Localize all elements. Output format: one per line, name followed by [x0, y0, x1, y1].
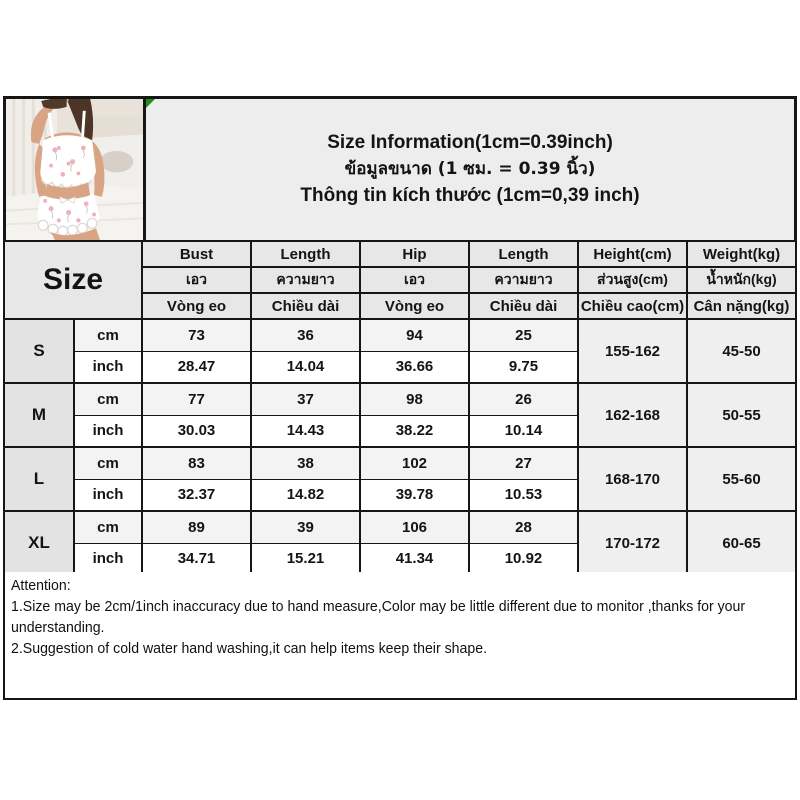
- value-cell: 26: [469, 383, 578, 415]
- unit-cell: inch: [74, 351, 142, 383]
- header-row-english: [4, 241, 796, 267]
- value-cell: 27: [469, 447, 578, 479]
- value-cell: 28: [469, 511, 578, 543]
- value-cell: 39: [251, 511, 360, 543]
- title-english: Size Information(1cm=0.39inch): [327, 132, 613, 153]
- attention-note-1: 1.Size may be 2cm/1inch inaccuracy due to hand measure,Color may be little different due to monitor ,thanks for your understanding.: [11, 598, 746, 636]
- row-xl-cm: [4, 511, 796, 543]
- unit-cell: inch: [74, 543, 142, 575]
- col-header-length-bottom-vi: Chiều dài: [469, 293, 578, 319]
- col-header-weight-vi: Cân nặng(kg): [687, 293, 796, 319]
- col-header-hip: Hip: [360, 241, 469, 267]
- value-cell: 14.43: [251, 415, 360, 447]
- attention-box: [3, 572, 797, 700]
- row-s-cm: [4, 319, 796, 351]
- value-cell: 10.92: [469, 543, 578, 575]
- value-cell: 14.04: [251, 351, 360, 383]
- value-cell: 41.34: [360, 543, 469, 575]
- size-header-cell: Size: [4, 241, 142, 319]
- green-corner-marker: [146, 99, 155, 108]
- unit-cell: inch: [74, 479, 142, 511]
- value-cell: 14.82: [251, 479, 360, 511]
- col-header-weight: Weight(kg): [687, 241, 796, 267]
- weight-range-l: 55-60: [687, 447, 796, 511]
- title-thai: ข้อมูลขนาด (1 ซม. = 0.39 นิ้ว): [344, 159, 596, 179]
- value-cell: 15.21: [251, 543, 360, 575]
- value-cell: 32.37: [142, 479, 251, 511]
- weight-range-xl: 60-65: [687, 511, 796, 575]
- value-cell: 9.75: [469, 351, 578, 383]
- attention-heading: Attention:: [11, 577, 71, 594]
- value-cell: 77: [142, 383, 251, 415]
- col-header-weight-th: น้ำหนัก(kg): [687, 267, 796, 293]
- col-header-height-vi: Chiều cao(cm): [578, 293, 687, 319]
- row-l-cm: [4, 447, 796, 479]
- col-header-length-top: Length: [251, 241, 360, 267]
- height-range-m: 162-168: [578, 383, 687, 447]
- value-cell: 38.22: [360, 415, 469, 447]
- size-table: [3, 240, 797, 576]
- unit-cell: cm: [74, 383, 142, 415]
- unit-cell: cm: [74, 319, 142, 351]
- size-label-l: L: [4, 447, 74, 511]
- value-cell: 98: [360, 383, 469, 415]
- value-cell: 102: [360, 447, 469, 479]
- value-cell: 34.71: [142, 543, 251, 575]
- value-cell: 10.53: [469, 479, 578, 511]
- unit-cell: cm: [74, 447, 142, 479]
- col-header-length-top-vi: Chiều dài: [251, 293, 360, 319]
- value-cell: 30.03: [142, 415, 251, 447]
- value-cell: 89: [142, 511, 251, 543]
- product-photo: [6, 99, 146, 240]
- value-cell: 94: [360, 319, 469, 351]
- col-header-bust-th: เอว: [142, 267, 251, 293]
- value-cell: 25: [469, 319, 578, 351]
- size-label-s: S: [4, 319, 74, 383]
- height-range-l: 168-170: [578, 447, 687, 511]
- value-cell: 36: [251, 319, 360, 351]
- row-m-cm: [4, 383, 796, 415]
- col-header-length-bottom-th: ความยาว: [469, 267, 578, 293]
- weight-range-s: 45-50: [687, 319, 796, 383]
- col-header-bust: Bust: [142, 241, 251, 267]
- col-header-length-bottom: Length: [469, 241, 578, 267]
- value-cell: 83: [142, 447, 251, 479]
- value-cell: 39.78: [360, 479, 469, 511]
- value-cell: 37: [251, 383, 360, 415]
- unit-cell: inch: [74, 415, 142, 447]
- value-cell: 38: [251, 447, 360, 479]
- unit-cell: cm: [74, 511, 142, 543]
- height-range-xl: 170-172: [578, 511, 687, 575]
- height-range-s: 155-162: [578, 319, 687, 383]
- value-cell: 28.47: [142, 351, 251, 383]
- value-cell: 10.14: [469, 415, 578, 447]
- col-header-bust-vi: Vòng eo: [142, 293, 251, 319]
- col-header-hip-vi: Vòng eo: [360, 293, 469, 319]
- top-panel: [3, 96, 797, 240]
- col-header-height: Height(cm): [578, 241, 687, 267]
- weight-range-m: 50-55: [687, 383, 796, 447]
- col-header-height-th: ส่วนสูง(cm): [578, 267, 687, 293]
- value-cell: 36.66: [360, 351, 469, 383]
- size-info-title-box: [146, 99, 794, 240]
- attention-note-2: 2.Suggestion of cold water hand washing,it can help items keep their shape.: [11, 640, 488, 657]
- title-vietnamese: Thông tin kích thước (1cm=0,39 inch): [300, 185, 640, 206]
- size-label-m: M: [4, 383, 74, 447]
- size-label-xl: XL: [4, 511, 74, 575]
- pajama-model-illustration: [6, 99, 143, 240]
- value-cell: 106: [360, 511, 469, 543]
- col-header-length-top-th: ความยาว: [251, 267, 360, 293]
- value-cell: 73: [142, 319, 251, 351]
- col-header-hip-th: เอว: [360, 267, 469, 293]
